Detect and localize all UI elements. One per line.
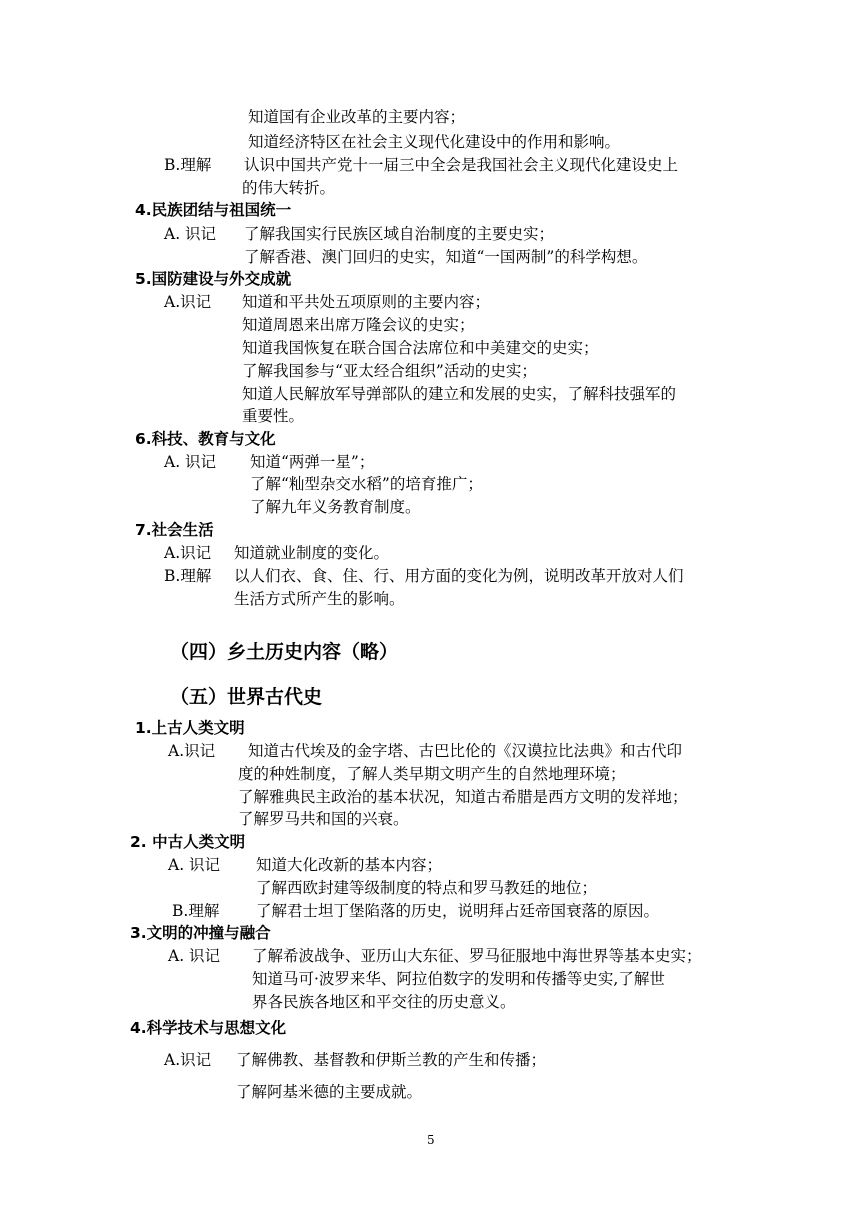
section-heading: 1.上古人类文明 bbox=[135, 719, 245, 737]
level-label: A. 识记 bbox=[168, 947, 221, 965]
text-line: 知道大化改新的基本内容； bbox=[256, 856, 443, 874]
level-label: B.理解 bbox=[164, 567, 212, 585]
text-line: 知道“两弹一星”； bbox=[250, 453, 375, 471]
text-line: 度的种姓制度，了解人类早期文明产生的自然地理环境； bbox=[238, 765, 626, 783]
section-heading: 4.科学技术与思想文化 bbox=[130, 1019, 287, 1037]
text-line: 知道和平共处五项原则的主要内容； bbox=[242, 293, 491, 311]
section-heading: 3.文明的冲撞与融合 bbox=[130, 924, 271, 942]
text-line: 知道人民解放军导弹部队的建立和发展的史实，了解科技强军的 bbox=[242, 385, 677, 403]
text-line: 了解罗马共和国的兴衰。 bbox=[238, 810, 409, 828]
level-label: B.理解 bbox=[164, 156, 212, 174]
text-line: 界各民族各地区和平交往的历史意义。 bbox=[252, 993, 516, 1011]
text-line: 了解我国实行民族区域自治制度的主要史实； bbox=[244, 225, 555, 243]
level-label: A.识记 bbox=[164, 293, 212, 311]
level-label: A. 识记 bbox=[168, 856, 221, 874]
text-line: 的伟大转折。 bbox=[242, 179, 336, 197]
section-heading: 2. 中古人类文明 bbox=[130, 833, 246, 851]
level-label: A.识记 bbox=[164, 544, 212, 562]
section-heading: 4.民族团结与祖国统一 bbox=[135, 201, 292, 219]
text-line: 了解九年义务教育制度。 bbox=[250, 498, 421, 516]
text-line: 知道国有企业改革的主要内容； bbox=[248, 108, 466, 126]
text-line: 了解西欧封建等级制度的特点和罗马教廷的地位； bbox=[256, 879, 598, 897]
level-label: A. 识记 bbox=[164, 225, 217, 243]
section-heading: 5.国防建设与外交成就 bbox=[135, 270, 292, 288]
text-line: 知道就业制度的变化。 bbox=[234, 544, 390, 562]
text-line: 知道马可·波罗来华、阿拉伯数字的发明和传播等史实,了解世 bbox=[252, 970, 665, 988]
level-label: B.理解 bbox=[172, 902, 220, 920]
text-line: 知道周恩来出席万隆会议的史实； bbox=[242, 316, 475, 334]
chapter-heading: （四）乡土历史内容（略） bbox=[170, 641, 399, 663]
text-line: 了解阿基米德的主要成就。 bbox=[236, 1083, 423, 1101]
text-line: 了解佛教、基督教和伊斯兰教的产生和传播； bbox=[236, 1051, 547, 1069]
text-line: 知道古代埃及的金字塔、古巴比伦的《汉谟拉比法典》和古代印 bbox=[248, 742, 683, 760]
chapter-heading: （五）世界古代史 bbox=[170, 686, 323, 708]
text-line: 了解香港、澳门回归的史实，知道“一国两制”的科学构想。 bbox=[244, 248, 648, 266]
level-label: A. 识记 bbox=[164, 453, 217, 471]
text-line: 重要性。 bbox=[242, 407, 305, 425]
text-line: 了解“籼型杂交水稻”的培育推广； bbox=[250, 475, 483, 493]
level-label: A.识记 bbox=[164, 1051, 212, 1069]
section-heading: 7.社会生活 bbox=[135, 521, 214, 539]
text-line: 了解我国参与“亚太经合组织”活动的史实； bbox=[242, 362, 537, 380]
text-line: 生活方式所产生的影响。 bbox=[234, 590, 405, 608]
text-line: 以人们衣、食、住、行、用方面的变化为例，说明改革开放对人们 bbox=[234, 567, 684, 585]
text-line: 了解希波战争、亚历山大东征、罗马征服地中海世界等基本史实； bbox=[252, 947, 702, 965]
text-line: 知道经济特区在社会主义现代化建设中的作用和影响。 bbox=[248, 133, 621, 151]
level-label: A.识记 bbox=[168, 742, 216, 760]
section-heading: 6.科技、教育与文化 bbox=[135, 430, 276, 448]
text-line: 知道我国恢复在联合国合法席位和中美建交的史实； bbox=[242, 339, 599, 357]
text-line: 认识中国共产党十一届三中全会是我国社会主义现代化建设史上 bbox=[244, 156, 679, 174]
text-line: 了解雅典民主政治的基本状况，知道古希腊是西方文明的发祥地； bbox=[238, 788, 688, 806]
text-line: 了解君士坦丁堡陷落的历史，说明拜占廷帝国衰落的原因。 bbox=[256, 902, 660, 920]
page-number: 5 bbox=[427, 1133, 435, 1147]
